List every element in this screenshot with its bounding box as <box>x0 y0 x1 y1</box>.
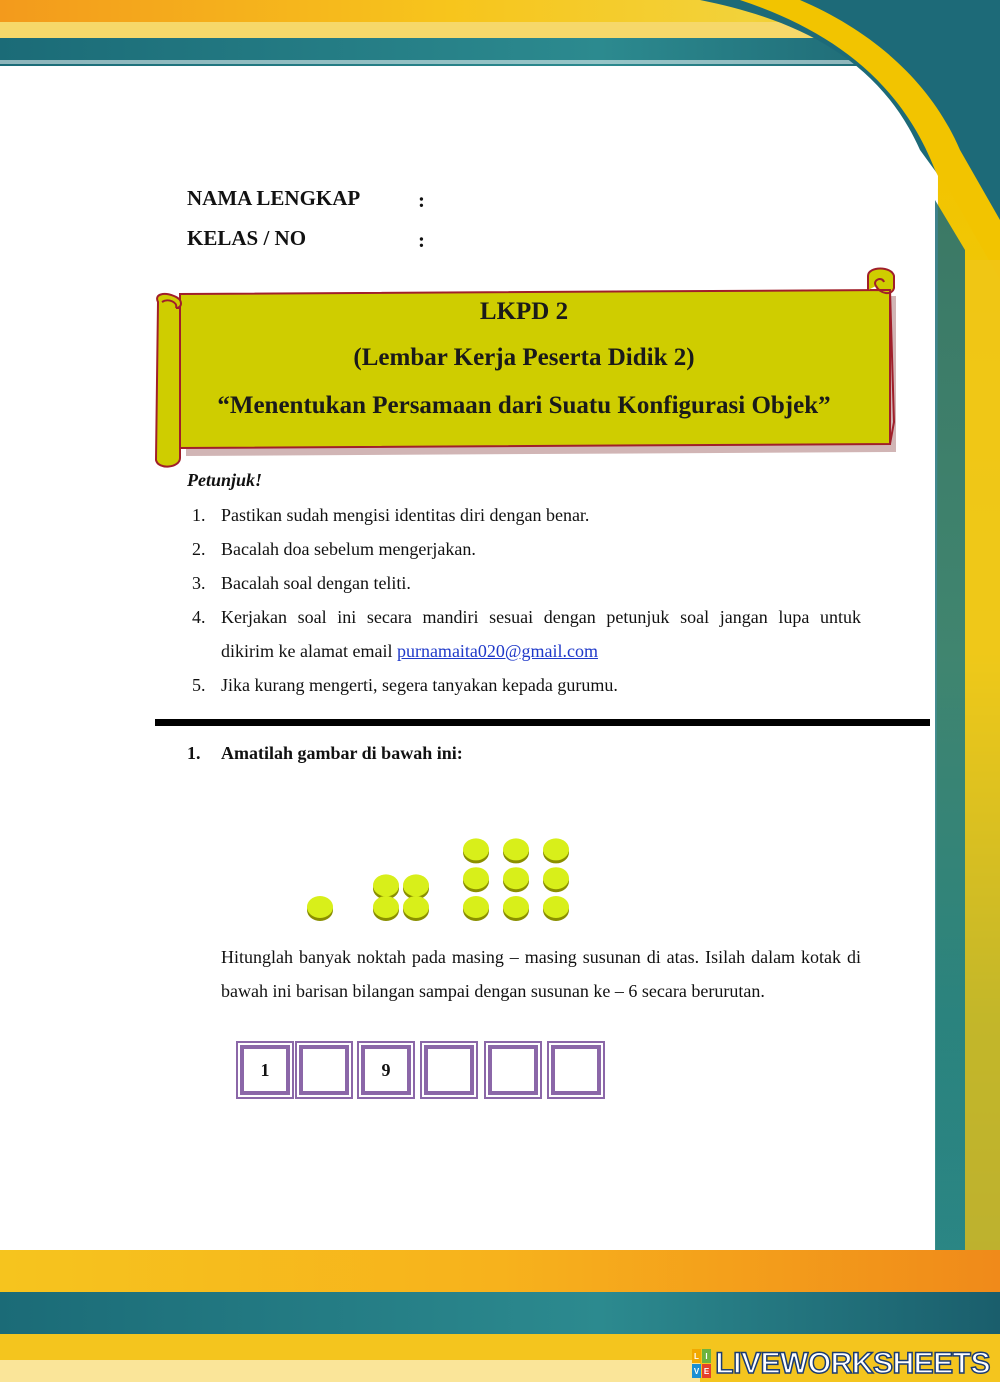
live-badge-letter: E <box>704 1367 710 1376</box>
brand-name: LIVEWORKSHEETS <box>715 1347 990 1380</box>
live-badge-icon <box>692 1349 712 1379</box>
instructions-title: Petunjuk! <box>187 470 263 490</box>
pattern-dot <box>463 838 489 860</box>
banner-title: LKPD 2 <box>479 298 569 325</box>
instruction-text: Pastikan sudah mengisi identitas diri dengan benar. <box>221 505 590 525</box>
pattern-dot <box>307 896 333 918</box>
instruction-text-part: dikirim ke alamat email <box>221 641 397 661</box>
name-field-label: NAMA LENGKAP <box>187 186 361 210</box>
question-title: Amatilah gambar di bawah ini: <box>221 743 463 763</box>
instruction-text: Jika kurang mengerti, segera tanyakan kepada gurumu. <box>221 675 618 695</box>
instruction-text-continued <box>221 634 861 668</box>
pattern-dot <box>373 896 399 918</box>
pattern-dot <box>543 867 569 889</box>
name-field-colon: : <box>418 188 425 212</box>
live-badge-letter: L <box>694 1352 700 1361</box>
pattern-dot <box>503 867 529 889</box>
instruction-number: 5. <box>192 675 206 695</box>
instruction-text: Bacalah soal dengan teliti. <box>221 573 411 593</box>
pattern-dot <box>503 896 529 918</box>
pattern-dot <box>463 896 489 918</box>
instruction-number: 2. <box>192 539 206 559</box>
class-field-label: KELAS / NO <box>187 226 307 250</box>
pattern-dot <box>403 874 429 896</box>
instruction-number: 1. <box>192 505 206 525</box>
instruction-text: Kerjakan soal ini secara mandiri sesuai dengan petunjuk soal jangan lupa untuk <box>221 607 861 627</box>
section-divider <box>155 719 930 726</box>
answer-box-1[interactable]: 1 <box>240 1045 290 1095</box>
pattern-dot <box>503 838 529 860</box>
pattern-dot <box>373 874 399 896</box>
answer-box-5[interactable] <box>488 1045 538 1095</box>
question-paragraph: Hitunglah banyak noktah pada masing – masing susunan di atas. Isilah dalam kotak di bawah ini barisan bilangan sampai dengan susunan ke – 6 secara berurutan. <box>221 947 861 1001</box>
liveworksheets-logo <box>692 1347 990 1381</box>
answer-box-3[interactable]: 9 <box>361 1045 411 1095</box>
email-link[interactable]: purnamaita020@gmail.com <box>396 641 598 661</box>
answer-box-4[interactable] <box>424 1045 474 1095</box>
banner-topic: “Menentukan Persamaan dari Suatu Konfigurasi Objek” <box>217 392 831 419</box>
instruction-number: 4. <box>192 607 206 627</box>
pattern-dot <box>543 838 569 860</box>
question-number: 1. <box>187 743 201 763</box>
pattern-dot <box>463 867 489 889</box>
answer-box-2[interactable] <box>299 1045 349 1095</box>
pattern-dot <box>543 896 569 918</box>
banner-subtitle: (Lembar Kerja Peserta Didik 2) <box>353 344 695 371</box>
class-field-colon: : <box>418 228 425 252</box>
live-badge-letter: I <box>705 1352 708 1361</box>
pattern-dot <box>403 896 429 918</box>
dot-pattern-figure <box>300 825 580 925</box>
answer-box-6[interactable] <box>551 1045 601 1095</box>
instruction-text: Bacalah doa sebelum mengerjakan. <box>221 539 476 559</box>
live-badge-letter: V <box>694 1367 700 1376</box>
instruction-number: 3. <box>192 573 206 593</box>
